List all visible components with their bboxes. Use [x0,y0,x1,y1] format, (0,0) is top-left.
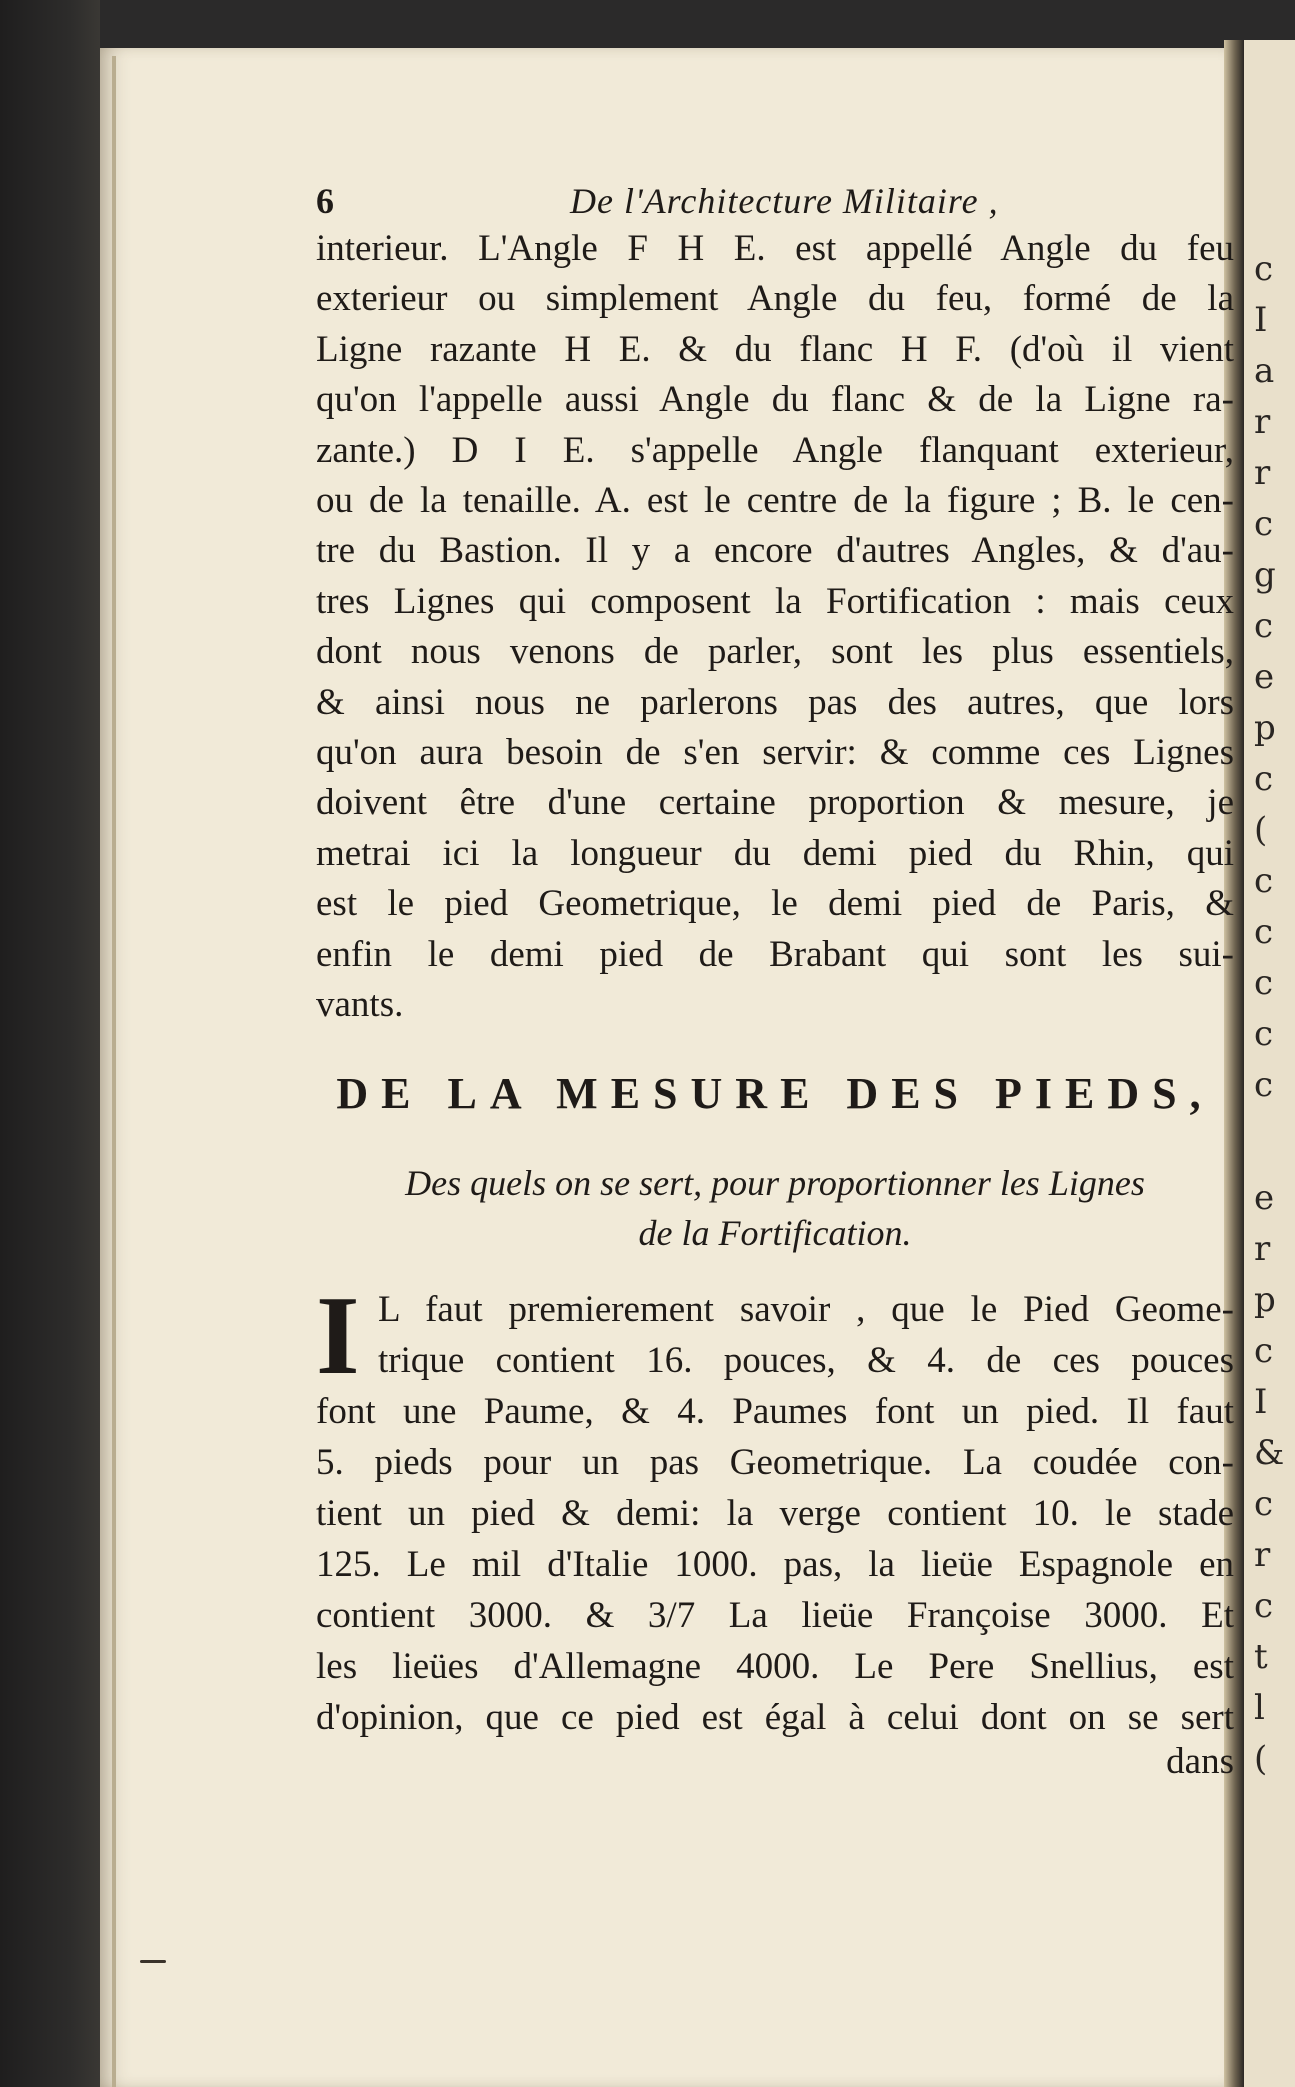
facing-page-letter: r [1254,1229,1271,1269]
section-subtitle [316,1158,1234,1258]
paragraph-continued [316,224,1234,1031]
facing-page-letter: c [1254,1014,1274,1054]
text-line: tre du Bastion. Il y a encore d'autres Angles, & d'au- [316,530,1234,572]
facing-page-letter: r [1254,453,1271,493]
facing-page-letter: ( [1254,810,1268,850]
facing-page-letter: c [1254,963,1274,1003]
text-line: dont nous venons de parler, sont les plus essentiels, [316,631,1234,673]
dark-background-left [0,0,100,2087]
page-edge-line [112,56,116,2087]
facing-page-letter: c [1254,249,1274,289]
text-line: font une Paume, & 4. Paumes font un pied. Il faut [316,1391,1234,1432]
catchword: dans [1166,1741,1234,1782]
facing-page-letter: c [1254,504,1274,544]
ink-speck [140,1960,166,1963]
text-line: enfin le demi pied de Brabant qui sont les sui- [316,933,1234,975]
text-line: & ainsi nous ne parlerons pas des autres, que lors [316,681,1234,723]
text-line: 5. pieds pour un pas Geometrique. La coudée con- [316,1442,1234,1483]
facing-page-letter: l [1254,1688,1265,1728]
facing-page-letter: I [1254,1382,1268,1422]
text-line: 125. Le mil d'Italie 1000. pas, la lieüe Espagnole en [316,1544,1234,1585]
facing-page-letter: p [1254,1280,1276,1320]
facing-page-letter: & [1254,1433,1285,1473]
page-number: 6 [316,181,334,221]
text-line: d'opinion, que ce pied est égal à celui dont on se sert [316,1697,1234,1738]
text-line: metrai ici la longueur du demi pied du Rhin, qui [316,832,1234,874]
text-line: zante.) D I E. s'appelle Angle flanquant exterieur, [316,429,1234,471]
text-line: qu'on l'appelle aussi Angle du flanc & de la Ligne ra- [316,379,1234,421]
facing-page-letter: c [1254,1065,1274,1105]
facing-page-edge [1244,40,1295,2087]
text-line: exterieur ou simplement Angle du feu, formé de la [316,278,1234,320]
facing-page-letter: c [1254,1484,1274,1524]
text-line: ou de la tenaille. A. est le centre de la figure ; B. le cen- [316,480,1234,522]
facing-page-letter: a [1254,351,1275,391]
text-line: Ligne razante H E. & du flanc H F. (d'où il vient [316,328,1234,370]
facing-page-letter: r [1254,1535,1271,1575]
text-line: est le pied Geometrique, le demi pied de Paris, & [316,883,1234,925]
facing-page-letter: I [1254,300,1268,340]
paragraph-measures [316,1284,1234,1743]
text-line: les lieües d'Allemagne 4000. Le Pere Snellius, est [316,1646,1234,1687]
facing-page-letter: e [1254,1178,1275,1218]
section-title: DE LA MESURE DES PIEDS, [336,1069,1214,1118]
text-line: interieur. L'Angle F H E. est appellé Angle du feu [316,228,1234,269]
facing-page-letter: p [1254,708,1276,748]
subtitle-line: Des quels on se sert, pour proportionner les Lignes [405,1163,1145,1203]
text-line: L faut premierement savoir , que le Pied Geome- [378,1289,1234,1330]
facing-page-letter: e [1254,657,1275,697]
facing-page-letter: c [1254,1586,1274,1626]
text-line: vants. [316,984,404,1026]
facing-page-letter: c [1254,759,1274,799]
text-line: contient 3000. & 3/7 La lieüe Françoise 3000. Et [316,1595,1234,1636]
text-line: qu'on aura besoin de s'en servir: & comme ces Lignes [316,732,1234,774]
running-header [316,180,1234,230]
facing-page-letter: r [1254,402,1271,442]
drop-cap-initial: I [316,1274,360,1398]
text-line: doivent être d'une certaine proportion & mesure, je [316,782,1234,824]
facing-page-letter: g [1254,555,1276,595]
facing-page-letter: c [1254,861,1274,901]
facing-page-letter: c [1254,606,1274,646]
text-line: trique contient 16. pouces, & 4. de ces pouces [378,1340,1234,1381]
facing-page-letter: ( [1254,1739,1268,1779]
facing-page-letter: t [1254,1637,1268,1677]
subtitle-line: de la Fortification. [638,1213,912,1253]
facing-page-letter: c [1254,1331,1274,1371]
facing-page-letter: c [1254,912,1274,952]
text-line: tient un pied & demi: la verge contient 10. le stade [316,1493,1234,1534]
text-line: tres Lignes qui composent la Fortification : mais ceux [316,580,1234,622]
running-head-title: De l'Architecture Militaire , [570,181,999,221]
